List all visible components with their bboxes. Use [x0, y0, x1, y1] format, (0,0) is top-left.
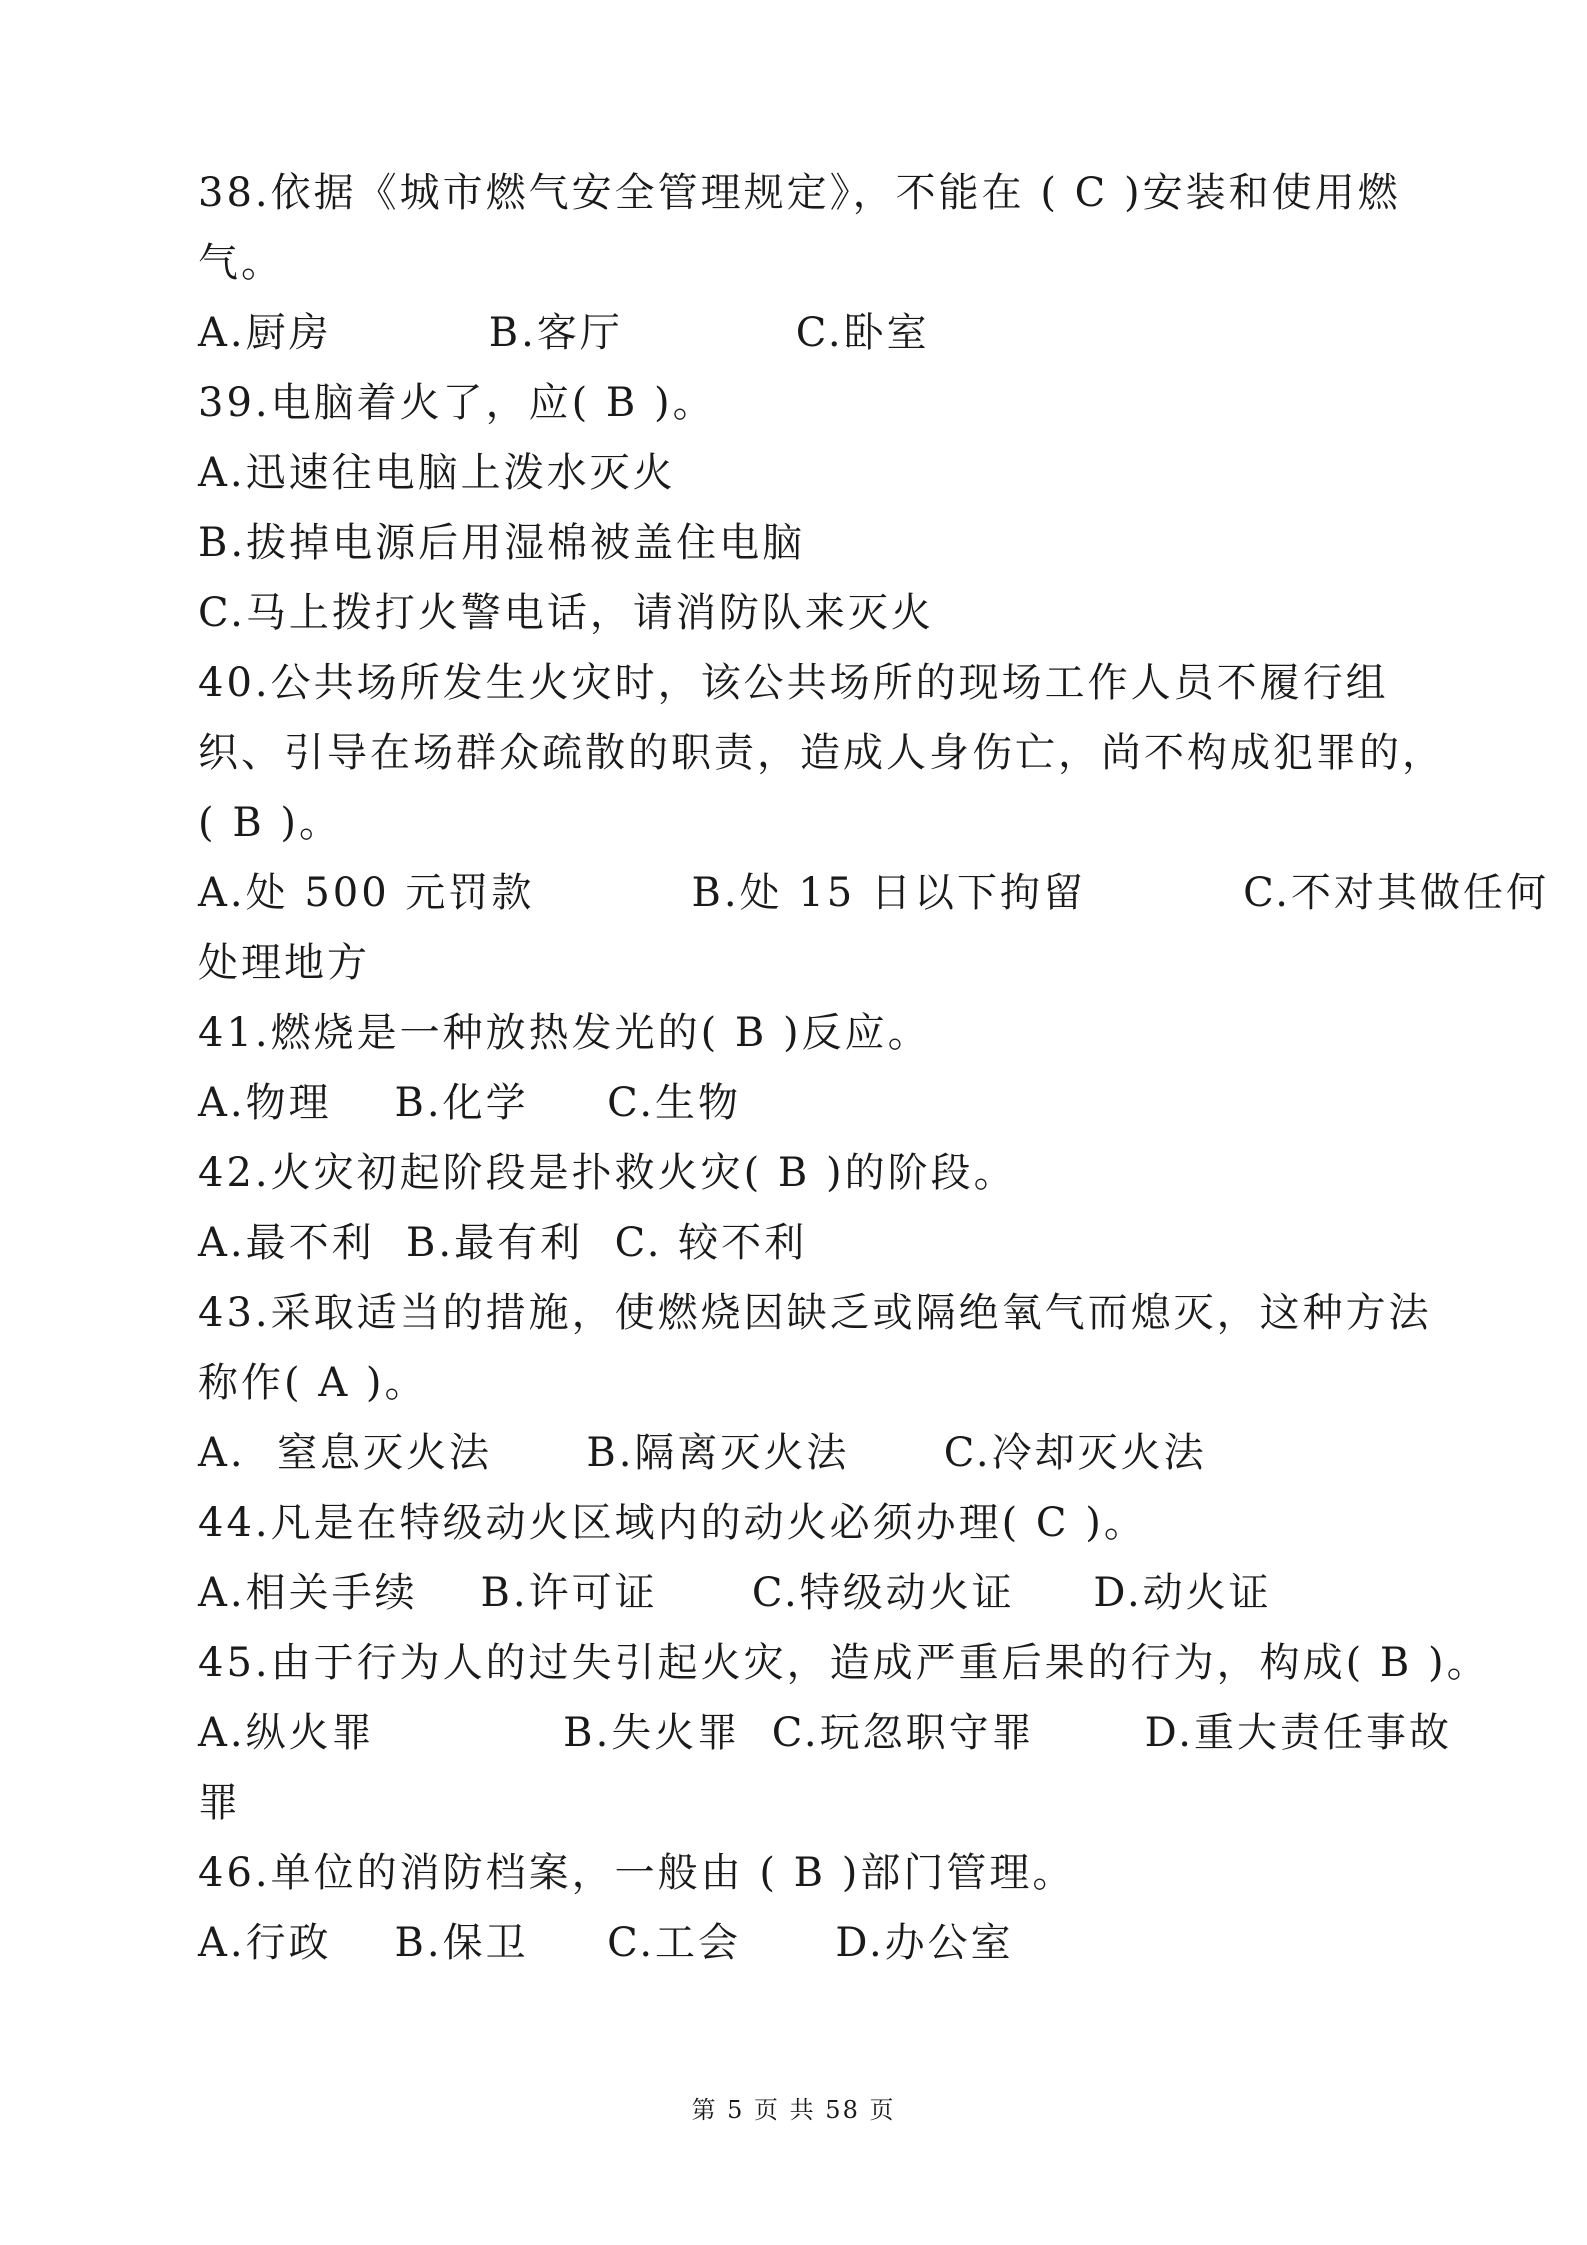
question-39-stem: 39.电脑着火了，应( B )。 — [198, 380, 716, 426]
question-38-options: A.厨房 B.客厅 C.卧室 — [198, 310, 930, 356]
question-41-stem: 41.燃烧是一种放热发光的( B )反应。 — [198, 1010, 931, 1056]
question-44-stem: 44.凡是在特级动火区域内的动火必须办理( C )。 — [198, 1500, 1147, 1546]
page-number-footer: 第 5 页 共 58 页 — [691, 2096, 896, 2124]
question-43-line-1: 43.采取适当的措施，使燃烧因缺乏或隔绝氧气而熄灭，这种方法 — [198, 1290, 1432, 1336]
question-39-option-a: A.迅速往电脑上泼水灭火 — [198, 450, 676, 496]
question-43-options: A. 窒息灭火法 B.隔离灭火法 C.冷却灭火法 — [198, 1430, 1207, 1476]
question-38-line-1: 38.依据《城市燃气安全管理规定》，不能在 ( C )安装和使用燃 — [198, 170, 1401, 216]
question-43-line-2: 称作( A )。 — [198, 1360, 428, 1406]
question-39-option-b: B.拔掉电源后用湿棉被盖住电脑 — [198, 520, 806, 566]
question-44-options: A.相关手续 B.许可证 C.特级动火证 D.动火证 — [198, 1570, 1272, 1616]
question-40-options-line-1: A.处 500 元罚款 B.处 15 日以下拘留 C.不对其做任何 — [198, 870, 1550, 916]
question-45-stem: 45.由于行为人的过失引起火灾，造成严重后果的行为，构成( B )。 — [198, 1640, 1490, 1686]
question-38-line-2: 气。 — [198, 240, 284, 286]
question-40-line-3: ( B )。 — [198, 800, 343, 846]
page-content — [198, 158, 1550, 1978]
question-42-options: A.最不利 B.最有利 C. 较不利 — [198, 1220, 808, 1266]
question-45-options-line-2: 罪 — [198, 1780, 241, 1826]
question-40-line-1: 40.公共场所发生火灾时，该公共场所的现场工作人员不履行组 — [198, 660, 1389, 706]
question-40-line-2: 织、引导在场群众疏散的职责，造成人身伤亡，尚不构成犯罪的， — [198, 730, 1445, 776]
question-39-option-c: C.马上拨打火警电话，请消防队来灭火 — [198, 590, 934, 636]
question-46-options: A.行政 B.保卫 C.工会 D.办公室 — [198, 1920, 1014, 1966]
question-42-stem: 42.火灾初起阶段是扑救火灾( B )的阶段。 — [198, 1150, 1017, 1196]
question-41-options: A.物理 B.化学 C.生物 — [198, 1080, 742, 1126]
question-40-options-line-2: 处理地方 — [198, 940, 370, 986]
question-45-options-line-1: A.纵火罪 B.失火罪 C.玩忽职守罪 D.重大责任事故 — [198, 1710, 1452, 1756]
question-46-stem: 46.单位的消防档案，一般由 ( B )部门管理。 — [198, 1850, 1076, 1896]
